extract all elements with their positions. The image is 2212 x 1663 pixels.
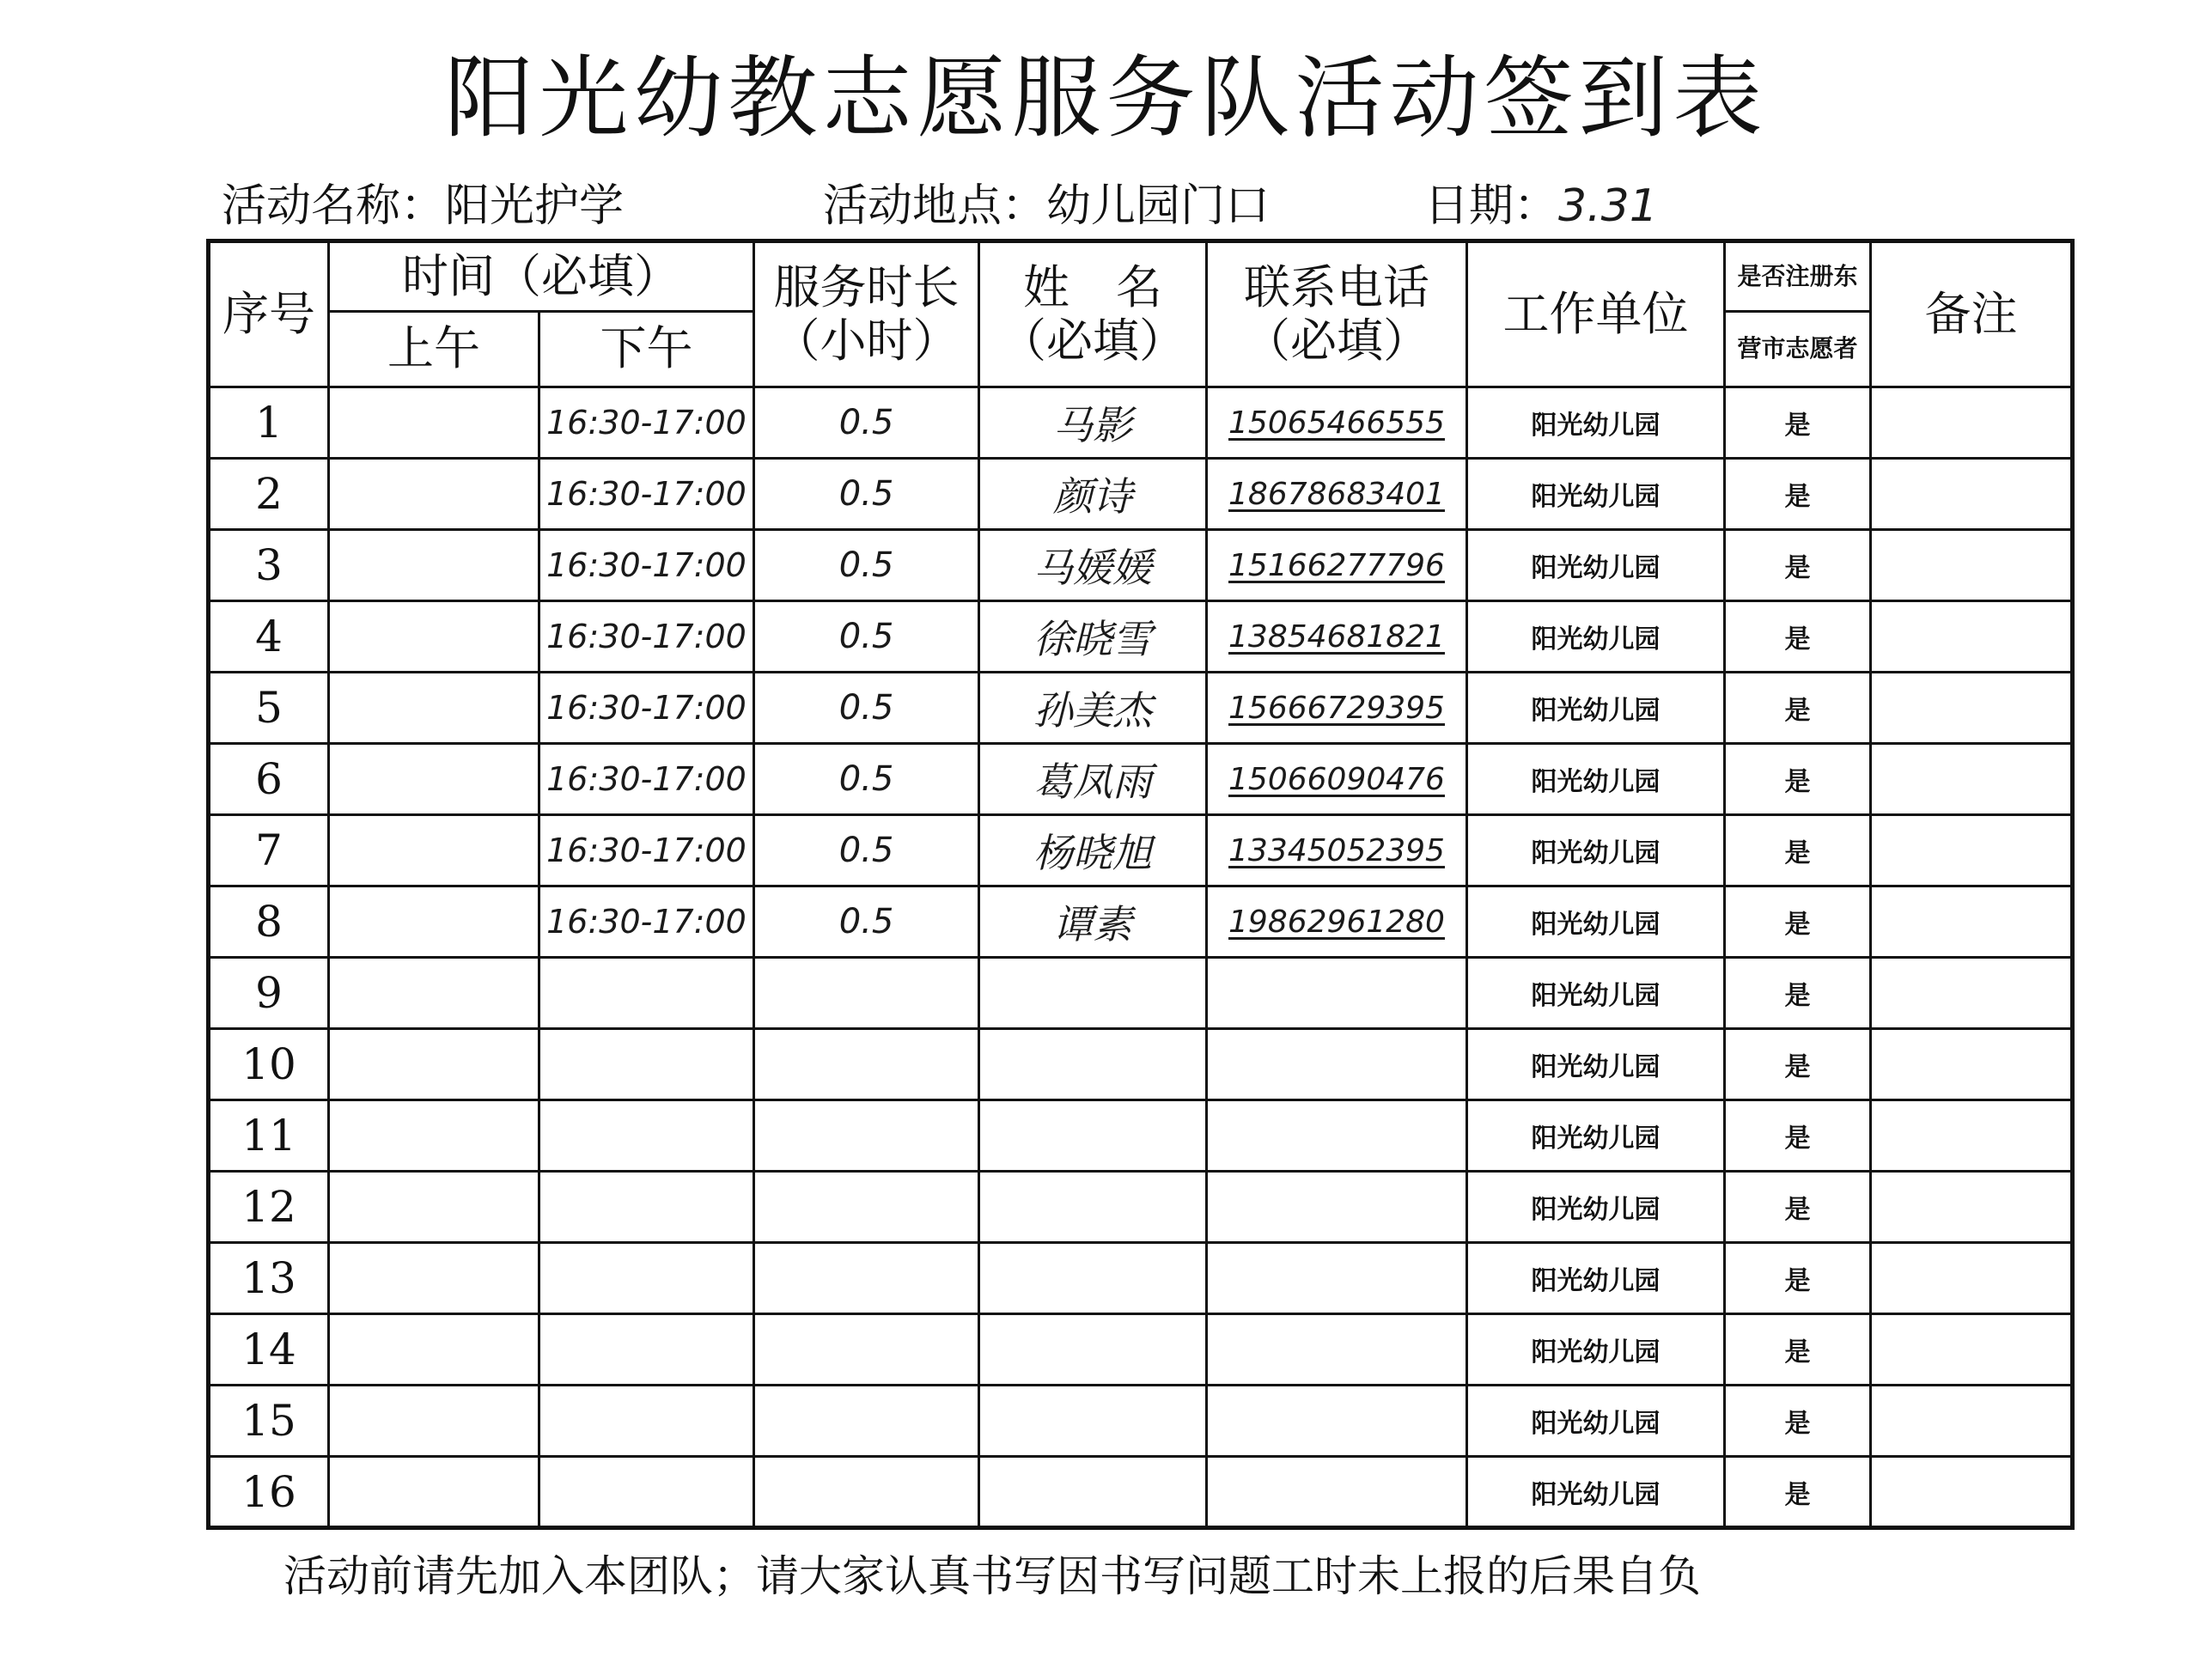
cell-remark [1871,1029,2073,1100]
cell-registered: 是 [1725,673,1871,744]
cell-remark [1871,1100,2073,1172]
footer-note: 活动前请先加入本团队；请大家认真书写因书写问题工时未上报的后果自负 [283,1551,1701,1601]
header-name-line1: 姓 名 [1023,259,1162,314]
cell-morning [329,1386,539,1457]
header-phone-line1: 联系电话 [1244,259,1429,314]
cell-phone [1207,1100,1467,1172]
cell-phone [1207,1314,1467,1386]
cell-morning [329,886,539,958]
cell-seq: 4 [209,601,329,673]
cell-afternoon [539,958,754,1029]
cell-remark [1871,530,2073,601]
table-row [209,387,2073,459]
cell-seq: 13 [209,1243,329,1314]
cell-afternoon: 16:30-17:00 [539,673,754,744]
cell-unit: 阳光幼儿园 [1467,958,1725,1029]
cell-remark [1871,459,2073,530]
cell-morning [329,1314,539,1386]
cell-morning [329,815,539,886]
cell-seq: 7 [209,815,329,886]
header-duration-line2: （小时） [773,314,960,368]
cell-morning [329,958,539,1029]
cell-registered: 是 [1725,958,1871,1029]
cell-duration: 0.5 [754,744,979,815]
cell-seq: 8 [209,886,329,958]
cell-duration: 0.5 [754,886,979,958]
cell-duration [754,1314,979,1386]
cell-unit: 阳光幼儿园 [1467,1243,1725,1314]
cell-name: 谭素 [979,886,1207,958]
cell-registered: 是 [1725,815,1871,886]
cell-name [979,1100,1207,1172]
header-duration-line1: 服务时长 [773,259,960,314]
signin-table [206,239,2075,1530]
cell-unit: 阳光幼儿园 [1467,601,1725,673]
cell-seq: 12 [209,1172,329,1243]
table-row [209,601,2073,673]
cell-duration [754,1172,979,1243]
cell-unit: 阳光幼儿园 [1467,815,1725,886]
cell-afternoon: 16:30-17:00 [539,387,754,459]
cell-phone: 15666729395 [1207,673,1467,744]
cell-remark [1871,1457,2073,1528]
header-remark: 备注 [1871,241,2073,387]
cell-remark [1871,601,2073,673]
cell-afternoon [539,1100,754,1172]
header-registered-line2: 营市志愿者 [1725,312,1871,387]
header-seq: 序号 [209,241,329,387]
cell-name: 孙美杰 [979,673,1207,744]
cell-phone [1207,1029,1467,1100]
header-phone [1207,241,1467,387]
table-row [209,459,2073,530]
cell-registered: 是 [1725,530,1871,601]
cell-unit: 阳光幼儿园 [1467,387,1725,459]
cell-duration: 0.5 [754,459,979,530]
cell-afternoon [539,1172,754,1243]
table-row [209,1314,2073,1386]
cell-seq: 2 [209,459,329,530]
cell-unit: 阳光幼儿园 [1467,886,1725,958]
cell-name: 杨晓旭 [979,815,1207,886]
cell-name [979,1243,1207,1314]
cell-name: 马影 [979,387,1207,459]
header-phone-line2: （必填） [1244,314,1429,368]
cell-morning [329,1029,539,1100]
cell-seq: 3 [209,530,329,601]
activity-info-row [222,176,2111,236]
cell-registered: 是 [1725,744,1871,815]
cell-morning [329,1243,539,1314]
cell-registered: 是 [1725,886,1871,958]
cell-seq: 16 [209,1457,329,1528]
cell-name [979,1386,1207,1457]
cell-unit: 阳光幼儿园 [1467,744,1725,815]
cell-unit: 阳光幼儿园 [1467,1386,1725,1457]
cell-seq: 5 [209,673,329,744]
cell-duration: 0.5 [754,601,979,673]
cell-afternoon: 16:30-17:00 [539,886,754,958]
cell-registered: 是 [1725,1314,1871,1386]
cell-registered: 是 [1725,1386,1871,1457]
cell-duration [754,1029,979,1100]
cell-phone: 15166277796 [1207,530,1467,601]
cell-phone: 19862961280 [1207,886,1467,958]
cell-duration: 0.5 [754,387,979,459]
cell-name: 马媛媛 [979,530,1207,601]
date-value: 3.31 [1558,180,1658,232]
cell-morning [329,1172,539,1243]
cell-afternoon: 16:30-17:00 [539,744,754,815]
cell-phone [1207,1243,1467,1314]
cell-duration [754,958,979,1029]
cell-remark [1871,387,2073,459]
cell-duration [754,1457,979,1528]
cell-registered: 是 [1725,1100,1871,1172]
cell-morning [329,1100,539,1172]
cell-duration [754,1100,979,1172]
cell-morning [329,530,539,601]
cell-name [979,958,1207,1029]
cell-remark [1871,673,2073,744]
table-row [209,815,2073,886]
cell-unit: 阳光幼儿园 [1467,1100,1725,1172]
cell-unit: 阳光幼儿园 [1467,1029,1725,1100]
cell-seq: 11 [209,1100,329,1172]
cell-registered: 是 [1725,459,1871,530]
cell-afternoon: 16:30-17:00 [539,530,754,601]
cell-duration [754,1386,979,1457]
cell-remark [1871,815,2073,886]
cell-afternoon: 16:30-17:00 [539,601,754,673]
table-row [209,886,2073,958]
cell-seq: 14 [209,1314,329,1386]
activity-location: 活动地点：幼儿园门口 [823,180,1271,232]
cell-morning [329,744,539,815]
cell-afternoon [539,1029,754,1100]
cell-phone [1207,1386,1467,1457]
header-afternoon: 下午 [539,312,754,387]
header-morning: 上午 [329,312,539,387]
cell-seq: 9 [209,958,329,1029]
cell-morning [329,673,539,744]
cell-morning [329,459,539,530]
table-row [209,1457,2073,1528]
table-row [209,1386,2073,1457]
activity-date [1424,176,1658,236]
cell-name [979,1314,1207,1386]
cell-name [979,1029,1207,1100]
cell-unit: 阳光幼儿园 [1467,459,1725,530]
table-row [209,1100,2073,1172]
cell-remark [1871,1386,2073,1457]
cell-phone [1207,1172,1467,1243]
cell-afternoon [539,1314,754,1386]
table-body [209,387,2073,1528]
cell-name: 徐晓雪 [979,601,1207,673]
table-row [209,673,2073,744]
cell-remark [1871,744,2073,815]
header-time: 时间（必填） [329,241,754,312]
cell-registered: 是 [1725,1029,1871,1100]
cell-name: 葛凤雨 [979,744,1207,815]
cell-phone: 13854681821 [1207,601,1467,673]
date-label: 日期： [1424,180,1559,232]
cell-unit: 阳光幼儿园 [1467,530,1725,601]
cell-registered: 是 [1725,1243,1871,1314]
cell-registered: 是 [1725,1172,1871,1243]
cell-morning [329,1457,539,1528]
table-row [209,1029,2073,1100]
header-duration [754,241,979,387]
table-row [209,530,2073,601]
cell-remark [1871,958,2073,1029]
cell-name [979,1457,1207,1528]
cell-duration: 0.5 [754,815,979,886]
cell-seq: 15 [209,1386,329,1457]
cell-afternoon [539,1457,754,1528]
cell-afternoon [539,1243,754,1314]
cell-phone: 13345052395 [1207,815,1467,886]
cell-afternoon: 16:30-17:00 [539,459,754,530]
table-row [209,1172,2073,1243]
cell-name [979,1172,1207,1243]
cell-unit: 阳光幼儿园 [1467,1172,1725,1243]
cell-morning [329,387,539,459]
table-header-row [209,241,2073,312]
cell-registered: 是 [1725,601,1871,673]
cell-phone [1207,958,1467,1029]
cell-remark [1871,1314,2073,1386]
cell-remark [1871,886,2073,958]
table-row [209,1243,2073,1314]
cell-afternoon: 16:30-17:00 [539,815,754,886]
activity-name: 活动名称：阳光护学 [222,180,625,232]
cell-phone [1207,1457,1467,1528]
cell-unit: 阳光幼儿园 [1467,1314,1725,1386]
header-unit: 工作单位 [1467,241,1725,387]
cell-name: 颜诗 [979,459,1207,530]
cell-phone: 15066090476 [1207,744,1467,815]
page-title: 阳光幼教志愿服务队活动签到表 [444,46,1768,150]
cell-seq: 6 [209,744,329,815]
cell-phone: 18678683401 [1207,459,1467,530]
cell-phone: 15065466555 [1207,387,1467,459]
cell-unit: 阳光幼儿园 [1467,1457,1725,1528]
cell-registered: 是 [1725,1457,1871,1528]
cell-seq: 10 [209,1029,329,1100]
cell-morning [329,601,539,673]
cell-duration: 0.5 [754,673,979,744]
table-row [209,958,2073,1029]
table-row [209,744,2073,815]
header-name-line2: （必填） [1000,314,1185,368]
cell-duration [754,1243,979,1314]
cell-duration: 0.5 [754,530,979,601]
cell-seq: 1 [209,387,329,459]
cell-registered: 是 [1725,387,1871,459]
cell-unit: 阳光幼儿园 [1467,673,1725,744]
cell-remark [1871,1243,2073,1314]
header-name [979,241,1207,387]
cell-afternoon [539,1386,754,1457]
header-registered-line1: 是否注册东 [1725,241,1871,312]
cell-remark [1871,1172,2073,1243]
